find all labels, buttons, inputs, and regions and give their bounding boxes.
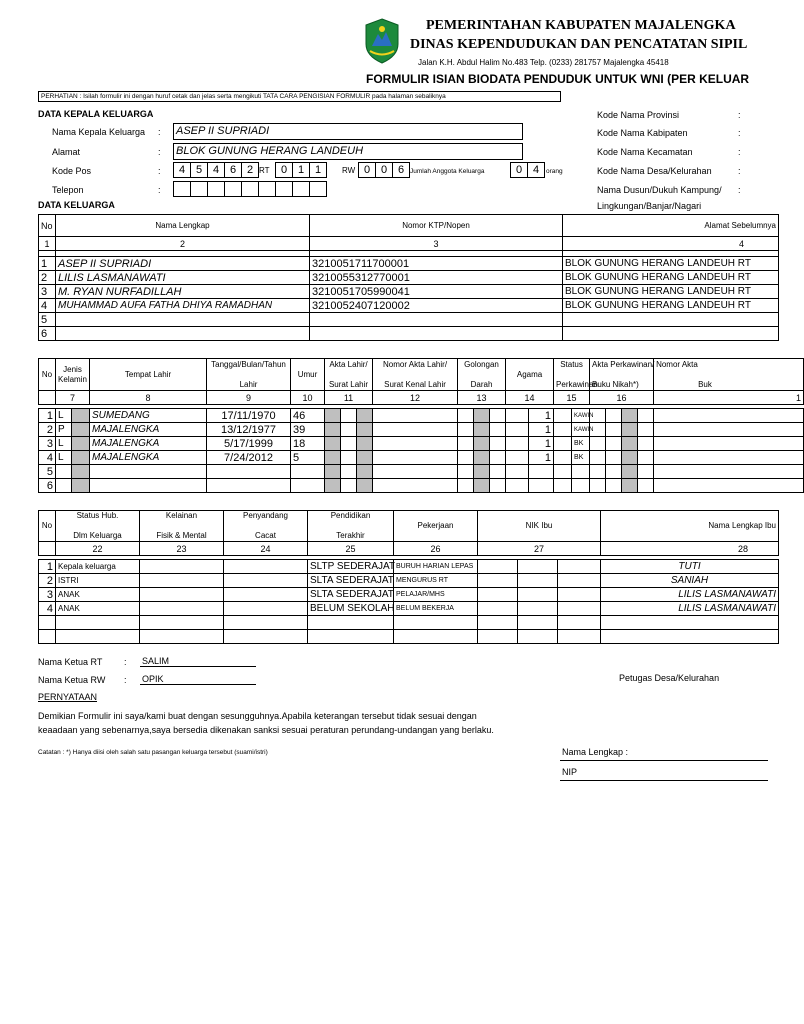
col-header: Alamat Sebelumnya — [563, 215, 779, 237]
row-status: BK — [572, 451, 590, 465]
row-no: 2 — [39, 423, 56, 437]
pernyataan-title: PERNYATAAN — [38, 692, 98, 702]
header-text: Darah — [470, 379, 493, 389]
row-ibu: LILIS LASMANAWATI — [601, 602, 779, 616]
colon: : — [158, 147, 161, 157]
row-jk: P — [56, 423, 72, 437]
keluarga-section-title: DATA KELUARGA — [38, 200, 115, 210]
header-text: Golongan — [464, 359, 499, 369]
table-row — [39, 313, 779, 327]
petugas-label: Petugas Desa/Kelurahan — [619, 673, 720, 683]
nama-kepala-label: Nama Kepala Keluarga — [52, 127, 146, 137]
row-jk: L — [56, 409, 72, 423]
row-umur: 18 — [291, 437, 325, 451]
ketua-rt-label: Nama Ketua RT — [38, 657, 103, 667]
jumlah-digit: 0 — [510, 162, 528, 178]
col-number: 3 — [310, 237, 563, 251]
row-pend: SLTA SEDERAJAT — [308, 588, 394, 602]
header-text: Penyandang — [243, 511, 288, 520]
statement-line1: Demikian Formulir ini saya/kami buat dengan sesungguhnya.Apabila keterangan tersebut tidak sesuai dengan — [38, 711, 477, 721]
row-no: 3 — [39, 285, 56, 299]
col-number: 27 — [478, 542, 601, 556]
header-text: Jenis — [63, 364, 82, 374]
row-nama: MUHAMMAD AUFA FATHA DHIYA RAMADHAN — [56, 299, 310, 313]
telepon-box — [275, 181, 293, 197]
row-no: 4 — [39, 602, 56, 616]
nip-label: NIP — [562, 767, 578, 777]
col-header — [224, 511, 308, 542]
table-row — [39, 437, 804, 451]
form-title: FORMULIR ISIAN BIODATA PENDUDUK UNTUK WNI (PER KELUAR — [366, 72, 750, 86]
row-agama: 1 — [529, 409, 554, 423]
row-alamat: BLOK GUNUNG HERANG LANDEUH RT — [563, 299, 779, 313]
table-row — [39, 465, 804, 479]
header-text: Akta Lahir/ — [329, 359, 368, 369]
col-number: 28 — [601, 542, 779, 556]
col-header: Umur — [291, 359, 325, 391]
dusun-label: Nama Dusun/Dukuh Kampung/ — [597, 185, 722, 195]
row-tempat: MAJALENGKA — [90, 423, 207, 437]
row-ibu: SANIAH — [601, 574, 779, 588]
row-agama: 1 — [529, 423, 554, 437]
notice-box: PERHATIAN : Isilah formulir ini dengan huruf cetak dan jelas serta mengikuti TATA CARA PENGISIAN FORMULIR pada halaman sebaliknya — [38, 91, 561, 102]
ketua-rw-label: Nama Ketua RW — [38, 675, 106, 685]
header-text: Status Hub. — [76, 511, 119, 520]
telepon-label: Telepon — [52, 185, 84, 195]
nama-lengkap-label: Nama Lengkap : — [562, 747, 629, 757]
header-text: Akta Perkawinan/ — [592, 359, 655, 369]
row-tgl: 13/12/1977 — [207, 423, 291, 437]
rt-digit: 1 — [309, 162, 327, 178]
rw-digit: 0 — [358, 162, 376, 178]
kode-kecamatan-label: Kode Nama Kecamatan — [597, 147, 693, 157]
kodepos-digit: 2 — [241, 162, 259, 178]
table-row — [39, 451, 804, 465]
colon: : — [738, 185, 741, 195]
rw-digit: 0 — [375, 162, 393, 178]
header-text: Dlm Keluarga — [73, 531, 122, 540]
row-nama — [56, 313, 310, 327]
colon: : — [738, 166, 741, 176]
row-no: 3 — [39, 437, 56, 451]
header-address: Jalan K.H. Abdul Halim No.483 Telp. (0233) 281757 Majalengka 45418 — [418, 58, 669, 67]
col-number: 26 — [394, 542, 478, 556]
catatan-note: Catatan : *) Hanya diisi oleh salah satu pasangan keluarga tersebut (suami/istri) — [38, 749, 268, 756]
col-number: 7 — [56, 391, 90, 405]
col-header: Nama Lengkap Ibu — [601, 511, 779, 542]
header-text: Buku Nikah*) — [592, 379, 639, 389]
nama-kepala-value: ASEP II SUPRIADI — [173, 123, 523, 140]
header-text: Nomor Akta Lahir/ — [383, 359, 448, 369]
col-header — [373, 359, 458, 391]
table-row — [39, 588, 779, 602]
header-text: Lahir — [239, 379, 258, 389]
row-no: 1 — [39, 560, 56, 574]
status-table — [38, 510, 779, 644]
row-ktp — [310, 313, 563, 327]
row-kerja: PELAJAR/MHS — [394, 588, 478, 602]
row-status: BK — [572, 437, 590, 451]
kodepos-digit: 4 — [173, 162, 191, 178]
col-header — [207, 359, 291, 391]
col-number: 11 — [325, 391, 373, 405]
col-header — [325, 359, 373, 391]
table-row — [39, 616, 779, 630]
col-number: 22 — [56, 542, 140, 556]
row-alamat — [563, 313, 779, 327]
col-number: 23 — [140, 542, 224, 556]
header-text: Buk — [698, 379, 712, 389]
col-number: 1 — [654, 391, 804, 405]
table-row — [39, 479, 804, 493]
row-no: 5 — [39, 313, 56, 327]
col-header: NIK Ibu — [478, 511, 601, 542]
ketua-rt-value: SALIM — [140, 656, 256, 667]
jumlah-digit: 4 — [527, 162, 545, 178]
col-number: 24 — [224, 542, 308, 556]
header-text: Surat Kenal Lahir — [384, 379, 446, 389]
row-alamat: BLOK GUNUNG HERANG LANDEUH RT — [563, 285, 779, 299]
col-header — [554, 359, 598, 391]
row-no: 4 — [39, 451, 56, 465]
row-kerja: MENGURUS RT — [394, 574, 478, 588]
header-text: Tanggal/Bulan/Tahun — [211, 359, 286, 369]
row-hub: ANAK — [56, 588, 140, 602]
col-header — [56, 359, 90, 391]
row-pend: SLTA SEDERAJAT — [308, 574, 394, 588]
telepon-box — [224, 181, 242, 197]
row-agama: 1 — [529, 437, 554, 451]
row-no: 1 — [39, 409, 56, 423]
header-text: Terakhir — [336, 531, 365, 540]
table-row — [39, 560, 779, 574]
row-no: 3 — [39, 588, 56, 602]
alamat-label: Alamat — [52, 147, 81, 157]
row-hub: ANAK — [56, 602, 140, 616]
col-number: 8 — [90, 391, 207, 405]
kepala-section-title: DATA KEPALA KELUARGA — [38, 109, 154, 119]
lahir-table — [38, 358, 804, 493]
colon: : — [738, 128, 741, 138]
orang-label: orang — [546, 168, 563, 175]
row-alamat: BLOK GUNUNG HERANG LANDEUH RT — [563, 271, 779, 285]
row-tempat: SUMEDANG — [90, 409, 207, 423]
ketua-rw-value: OPIK — [140, 674, 256, 685]
table-row — [39, 257, 779, 271]
kodepos-label: Kode Pos — [52, 166, 92, 176]
row-alamat — [563, 327, 779, 341]
header-text: Pendidikan — [330, 511, 371, 520]
header-text: Surat Lahir — [328, 379, 369, 389]
col-header: No — [39, 215, 56, 237]
rt-digit: 1 — [292, 162, 310, 178]
row-kerja: BURUH HARIAN LEPAS — [394, 560, 478, 574]
row-ibu: TUTI — [601, 560, 779, 574]
table-row — [39, 271, 779, 285]
row-hub: ISTRI — [56, 574, 140, 588]
row-tempat: MAJALENGKA — [90, 451, 207, 465]
header-text: Kelamin — [58, 374, 87, 384]
alamat-value: BLOK GUNUNG HERANG LANDEUH — [173, 143, 523, 160]
col-number: 4 — [563, 237, 779, 251]
table-row — [39, 423, 804, 437]
header-line2: DINAS KEPENDUDUKAN DAN PENCATATAN SIPIL — [410, 37, 748, 52]
colon: : — [158, 185, 161, 195]
telepon-box — [207, 181, 225, 197]
col-header: Pekerjaan — [394, 511, 478, 542]
col-number: 12 — [373, 391, 458, 405]
row-no: 4 — [39, 299, 56, 313]
regency-logo — [364, 18, 400, 64]
colon: : — [124, 657, 127, 667]
row-ktp: 3210051705990041 — [310, 285, 563, 299]
row-tgl: 5/17/1999 — [207, 437, 291, 451]
signature-line — [560, 760, 768, 761]
row-no: 2 — [39, 574, 56, 588]
row-tempat: MAJALENGKA — [90, 437, 207, 451]
colon: : — [158, 166, 161, 176]
kodepos-digit: 4 — [207, 162, 225, 178]
kodepos-digit: 6 — [224, 162, 242, 178]
row-status: KAWIN — [572, 423, 590, 437]
telepon-box — [241, 181, 259, 197]
row-umur: 46 — [291, 409, 325, 423]
row-nama: ASEP II SUPRIADI — [56, 257, 310, 271]
table-row — [39, 327, 779, 341]
row-ibu: LILIS LASMANAWATI — [601, 588, 779, 602]
table-row — [39, 285, 779, 299]
header-text: Perkawinan — [556, 379, 598, 389]
table-row — [39, 409, 804, 423]
col-header: Nomor KTP/Nopen — [310, 215, 563, 237]
header-text: Nomor Akta — [656, 359, 698, 369]
telepon-box — [309, 181, 327, 197]
row-kerja: BELUM BEKERJA — [394, 602, 478, 616]
header-text: Kelainan — [165, 511, 198, 520]
col-number: 14 — [506, 391, 554, 405]
header-text: Status — [560, 359, 583, 369]
jumlah-label: Jumlah Anggota Keluarga — [410, 168, 485, 175]
row-alamat: BLOK GUNUNG HERANG LANDEUH RT — [563, 257, 779, 271]
colon: : — [738, 147, 741, 157]
rw-label: RW — [342, 166, 356, 175]
row-pend: SLTP SEDERAJAT — [308, 560, 394, 574]
header-text: Cacat — [255, 531, 276, 540]
row-no: 1 — [39, 257, 56, 271]
col-number: 1 — [39, 237, 56, 251]
nip-line — [560, 780, 768, 781]
rw-digit: 6 — [392, 162, 410, 178]
row-no: 5 — [39, 465, 56, 479]
telepon-box — [173, 181, 191, 197]
col-number: 2 — [56, 237, 310, 251]
colon: : — [124, 675, 127, 685]
row-ktp — [310, 327, 563, 341]
table-row — [39, 574, 779, 588]
col-number: 9 — [207, 391, 291, 405]
keluarga-table — [38, 214, 779, 341]
kode-provinsi-label: Kode Nama Provinsi — [597, 110, 680, 120]
statement-line2: keaadaan yang sebenarnya,saya bersedia dikenakan sanksi sesuai peraturan perundang-undangan yang berlaku. — [38, 725, 494, 735]
col-number: 13 — [458, 391, 506, 405]
col-header — [56, 511, 140, 542]
row-ktp: 3210052407120002 — [310, 299, 563, 313]
telepon-box — [258, 181, 276, 197]
row-umur: 39 — [291, 423, 325, 437]
rt-digit: 0 — [275, 162, 293, 178]
row-status: KAWIN — [572, 409, 590, 423]
telepon-box — [190, 181, 208, 197]
row-no: 2 — [39, 271, 56, 285]
table-row — [39, 602, 779, 616]
table-row — [39, 299, 779, 313]
rt-label: RT — [259, 166, 270, 175]
header-line1: PEMERINTAHAN KABUPATEN MAJALENGKA — [426, 18, 736, 33]
row-no: 6 — [39, 327, 56, 341]
col-header — [308, 511, 394, 542]
header-text: Fisik & Mental — [156, 531, 207, 540]
row-jk: L — [56, 437, 72, 451]
col-header — [458, 359, 506, 391]
row-nama: M. RYAN NURFADILLAH — [56, 285, 310, 299]
dusun-label-2: Lingkungan/Banjar/Nagari — [597, 201, 702, 211]
kodepos-digit: 5 — [190, 162, 208, 178]
table-row — [39, 630, 779, 644]
row-pend: BELUM SEKOLAH — [308, 602, 394, 616]
kode-kabupaten-label: Kode Nama Kabipaten — [597, 128, 688, 138]
row-nama — [56, 327, 310, 341]
col-number: 15 — [554, 391, 590, 405]
row-agama: 1 — [529, 451, 554, 465]
row-umur: 5 — [291, 451, 325, 465]
col-header: Nama Lengkap — [56, 215, 310, 237]
col-header: Agama — [506, 359, 554, 391]
colon: : — [738, 110, 741, 120]
col-header — [140, 511, 224, 542]
row-nama: LILIS LASMANAWATI — [56, 271, 310, 285]
row-tgl: 7/24/2012 — [207, 451, 291, 465]
col-header — [654, 359, 804, 391]
col-number: 25 — [308, 542, 394, 556]
col-header: No — [39, 511, 56, 542]
kode-desa-label: Kode Nama Desa/Kelurahan — [597, 166, 712, 176]
col-header: Tempat Lahir — [90, 359, 207, 391]
colon: : — [158, 127, 161, 137]
row-ktp: 3210051711700001 — [310, 257, 563, 271]
col-number: 10 — [291, 391, 325, 405]
row-hub: Kepala keluarga — [56, 560, 140, 574]
row-jk: L — [56, 451, 72, 465]
row-no: 6 — [39, 479, 56, 493]
telepon-box — [292, 181, 310, 197]
col-number: 16 — [590, 391, 654, 405]
row-ktp: 3210055312770001 — [310, 271, 563, 285]
col-header — [590, 359, 654, 391]
col-header: No — [39, 359, 56, 391]
row-tgl: 17/11/1970 — [207, 409, 291, 423]
